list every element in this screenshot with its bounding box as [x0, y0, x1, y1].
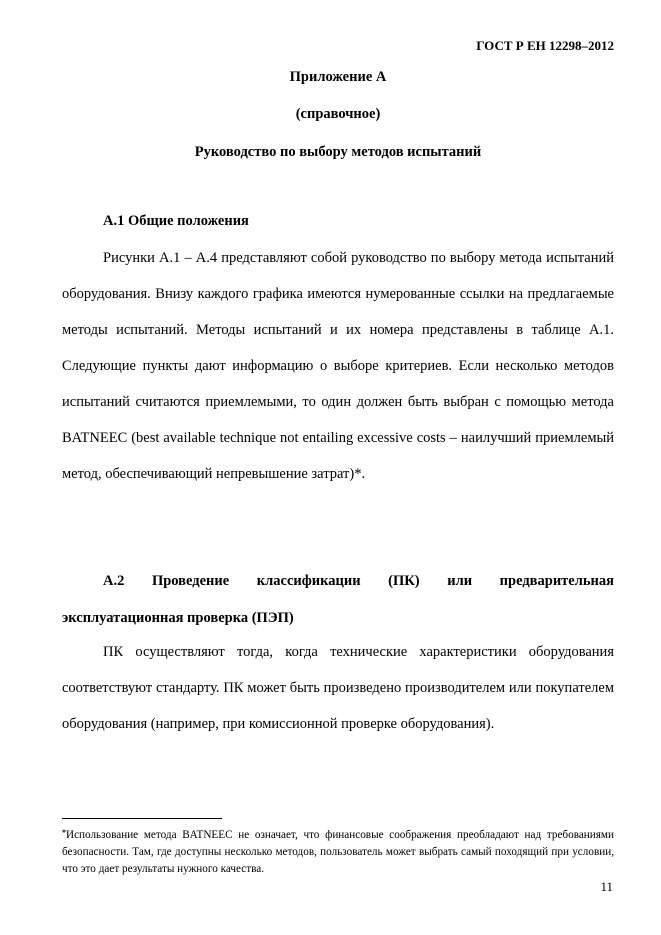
section-a2-paragraph: ПК осуществляют тогда, когда технические характеристики оборудования соответствуют стандарту. ПК может быть произведено производителем или покупателем оборудования (например, при комиссионной проверке оборудования). — [62, 644, 614, 732]
footnote-marker: * — [62, 828, 66, 837]
annex-status: (справочное) — [295, 106, 381, 122]
section-a2-body — [62, 634, 614, 742]
footnote-text: Использование метода BATNEEC не означает, что финансовые соображения преобладают над требованиями безопасности. Там, где доступны несколько методов, пользователь может выбрать самый походящий при условии, что это дает результаты нужного качества. — [62, 829, 614, 875]
annex-subtitle: Руководство по выбору методов испытаний — [194, 144, 482, 160]
page-number: 11 — [600, 879, 613, 894]
footnote — [62, 824, 614, 878]
section-a1-body — [62, 240, 614, 492]
section-a1-heading: А.1 Общие положения — [103, 213, 249, 229]
footnote-divider — [62, 818, 222, 819]
section-a1-paragraph: Рисунки А.1 – А.4 представляют собой руководство по выбору метода испытаний оборудования. Внизу каждого графика имеются нумерованные ссылки на предлагаемые методы испытаний. Методы испытаний и их номера представлены в таблице А.1. Следующие пункты дают информацию о выборе критериев. Если несколько методов испытаний считаются приемлемыми, то один должен быть выбран с помощью метода BATNEEC (best available technique not entailing excessive costs – наилучший приемлемый метод, обеспечивающий непревышение затрат)*. — [62, 250, 614, 482]
annex-title: Приложение А — [289, 69, 387, 85]
section-a2-heading: А.2 Проведение классификации (ПК) или предварительная эксплуатационная проверка (ПЭП) — [62, 573, 614, 626]
document-number: ГОСТ Р ЕН 12298–2012 — [476, 38, 614, 53]
